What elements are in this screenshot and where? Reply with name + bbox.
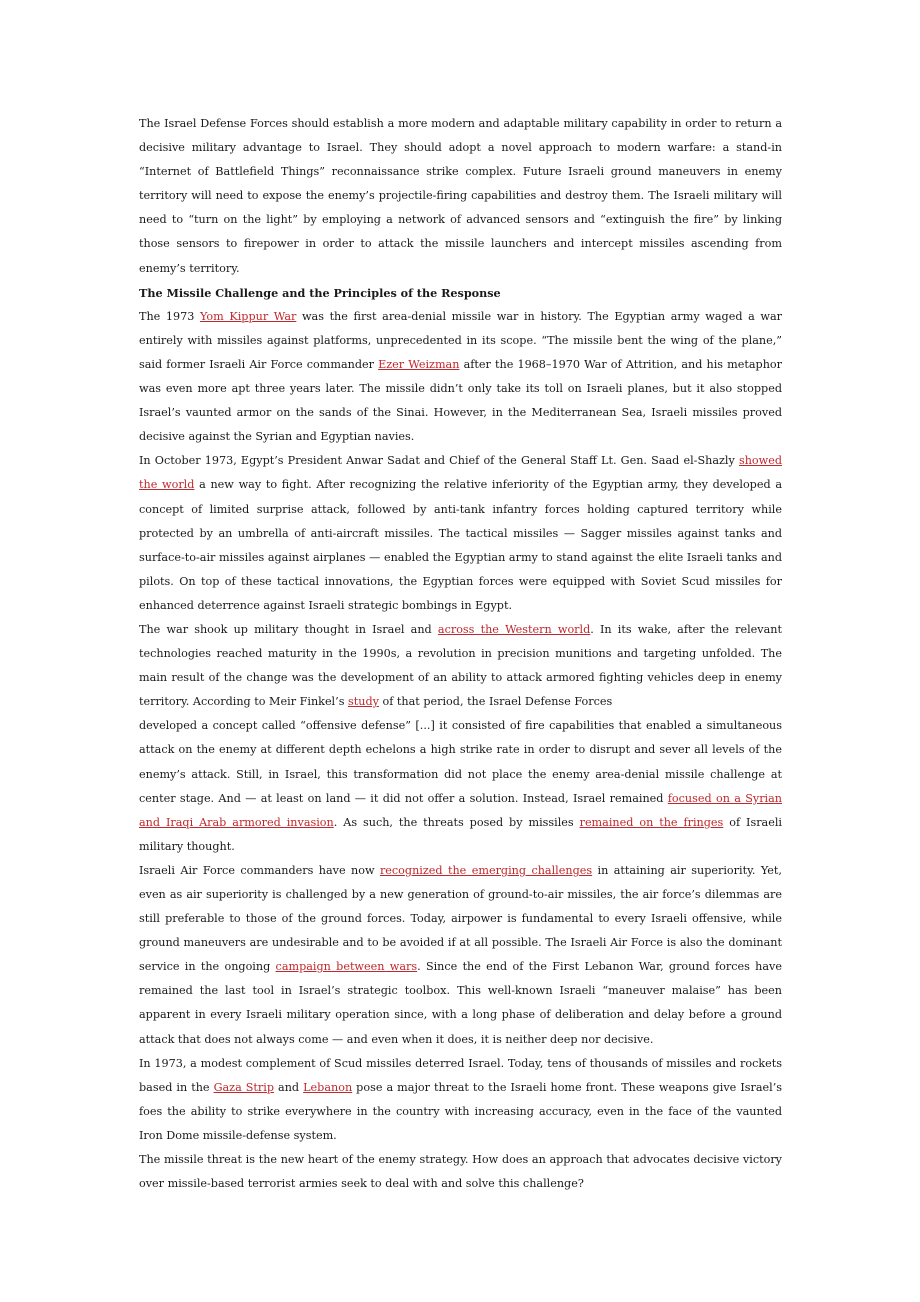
section-heading [139, 281, 782, 305]
inline-link[interactable]: focused on a Syrian and Iraqi Arab armored invasion [139, 791, 782, 829]
inline-link[interactable]: Ezer Weizman [378, 357, 460, 371]
inline-link[interactable]: study [348, 695, 379, 709]
text-run: The 1973 [139, 309, 200, 323]
text-run: of that period, the Israel Defense Forces [378, 695, 613, 709]
paragraph [139, 618, 782, 714]
text-run: The war shook up military thought in Israel and [139, 622, 438, 636]
text-run: . As such, the threats posed by missiles [333, 815, 580, 829]
inline-link[interactable]: Gaza Strip [213, 1080, 275, 1094]
text-run: The Missile Challenge and the Principles of the Response [139, 285, 501, 300]
text-run: and [274, 1080, 304, 1094]
text-run: in attaining air superiority. Yet, even as air superiority is challenged by a new generation of ground-to-air missiles, the air force’s dilemmas are still preferable to those of the ground forces. Today, airpower is fundamental to every Israeli offensive, while ground maneuvers are undesirable and to be avoided if at all possible. The Israeli Air Force is also the dominant service in the ongoing [139, 863, 782, 974]
text-run: a new way to fight. After recognizing the relative inferiority of the Egyptian army, they developed a concept of limited surprise attack, followed by anti-tank infantry forces holding captured territory while protected by an umbrella of anti-aircraft missiles. The tactical missiles — Sagger missiles against tanks and surface-to-air missiles against airplanes — enabled the Egyptian army to stand against the elite Israeli tanks and pilots. On top of these tactical innovations, the Egyptian forces were equipped with Soviet Scud missiles for enhanced deterrence against Israeli strategic bombings in Egypt. [139, 478, 782, 612]
inline-link[interactable]: Lebanon [303, 1080, 353, 1094]
paragraph [139, 305, 782, 450]
text-run: The Israel Defense Forces should establish a more modern and adaptable military capability in order to return a decisive military advantage to Israel. They should adopt a novel approach to modern warfare: a stand-in “Internet of Battlefield Things” reconnaissance strike complex. Future Israeli ground maneuvers in enemy territory will need to expose the enemy’s projectile-firing capabilities and destroy them. The Israeli military will need to “turn on the light” by employing a network of advanced sensors and “extinguish the fire” by linking those sensors to firepower in order to attack the missile launchers and intercept missiles ascending from enemy’s territory. [139, 117, 782, 275]
text-run: . Since the end of the First Lebanon War, ground forces have remained the last tool in Israel’s strategic toolbox. This well-known Israeli “maneuver malaise” has been apparent in every Israeli military operation since, with a long phase of deliberation and delay before a ground attack that does not always come — and even when it does, it is neither deep nor decisive. [139, 960, 782, 1046]
inline-link[interactable]: showed the world [139, 454, 782, 492]
text-run: The missile threat is the new heart of the enemy strategy. How does an approach that advocates decisive victory over missile-based terrorist armies seek to deal with and solve this challenge? [139, 1153, 782, 1191]
text-run: In October 1973, Egypt’s President Anwar Sadat and Chief of the General Staff Lt. Gen. Saad el-Shazly [139, 454, 739, 468]
text-run: pose a major threat to the Israeli home front. These weapons give Israel’s foes the ability to strike everywhere in the country with increasing accuracy, even in the face of the vaunted Iron Dome missile-defense system. [139, 1080, 783, 1142]
text-run: Israeli Air Force commanders have now [139, 863, 380, 877]
inline-link[interactable]: campaign between wars [275, 960, 418, 974]
inline-link[interactable]: remained on the fringes [579, 815, 724, 829]
inline-link[interactable]: across the Western world [437, 622, 591, 636]
paragraph [139, 449, 782, 618]
text-run: In 1973, a modest complement of Scud missiles deterred Israel. Today, tens of thousands of missiles and rockets based in the [139, 1056, 782, 1094]
text-run: after the 1968–1970 War of Attrition, and his metaphor was even more apt three years later. The missile didn’t only take its toll on Israeli planes, but it also stopped Israel’s vaunted armor on the sands of the Sinai. However, in the Mediterranean Sea, Israeli missiles proved decisive against the Syrian and Egyptian navies. [139, 357, 783, 444]
text-run: of Israeli military thought. [139, 815, 782, 853]
text-run: . In its wake, after the relevant technologies reached maturity in the 1990s, a revolution in precision munitions and targeting unfolded. The main result of the change was the development of an ability to attack armored fighting vehicles deep in enemy territory. According to Meir Finkel’s [139, 622, 782, 709]
paragraph [139, 112, 782, 281]
inline-link[interactable]: recognized the emerging challenges [379, 863, 593, 877]
text-run: was the first area-denial missile war in history. The Egyptian army waged a war entirely with missiles against platforms, unprecedented in its scope. “The missile bent the wing of the plane,” said former Israeli Air Force commander [139, 309, 782, 371]
text-run: developed a concept called “offensive defense” [...] it consisted of fire capabilities that enabled a simultaneous attack on the enemy at different depth echelons a high strike rate in order to disrupt and sever all levels of the enemy’s attack. Still, in Israel, this transformation did not place the enemy area-denial missile challenge at center stage. And — at least on land — it did not offer a solution. Instead, Israel remained [139, 719, 782, 805]
inline-link[interactable]: Yom Kippur War [200, 309, 297, 323]
paragraph [139, 1148, 782, 1196]
document-body [139, 112, 782, 1196]
paragraph [139, 1052, 782, 1148]
paragraph [139, 859, 782, 1052]
paragraph [139, 714, 782, 859]
